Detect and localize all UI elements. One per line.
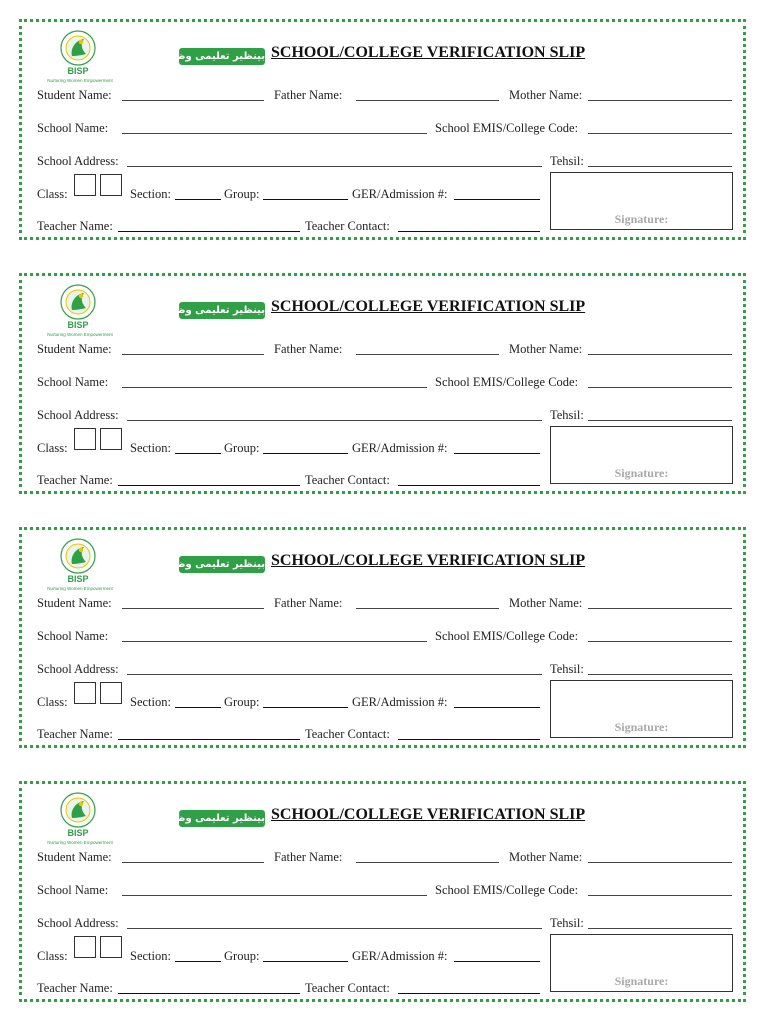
bisp-logo [42,28,114,84]
urdu-banner: بینظیر تعلیمی وظائف [179,556,265,573]
father-name-label: Father Name: [274,342,343,356]
section-field[interactable] [175,199,221,200]
urdu-banner: بینظیر تعلیمی وظائف [179,302,265,319]
school-emis-label: School EMIS/College Code: [435,883,579,897]
mother-name-field[interactable] [588,354,732,355]
mother-name-label: Mother Name: [509,342,583,356]
slip-title: SCHOOL/COLLEGE VERIFICATION SLIP [271,298,586,315]
school-name-label: School Name: [37,375,109,389]
school-name-field[interactable] [122,641,427,642]
student-name-field[interactable] [122,354,264,355]
ger-admission-label: GER/Admission #: [352,695,448,709]
logo-tagline: Nurturing Women Empowerment [47,78,113,83]
teacher-contact-label: Teacher Contact: [305,473,390,487]
bisp-emblem-icon [42,282,114,322]
student-name-label: Student Name: [37,596,112,610]
section-label: Section: [130,187,171,201]
school-name-label: School Name: [37,629,109,643]
signature-label: Signature: [614,466,669,480]
group-label: Group: [224,695,260,709]
signature-label: Signature: [614,212,669,226]
group-label: Group: [224,441,260,455]
school-emis-field[interactable] [588,641,732,642]
father-name-label: Father Name: [274,596,343,610]
student-name-label: Student Name: [37,342,112,356]
school-name-field[interactable] [122,133,427,134]
urdu-banner: بینظیر تعلیمی وظائف [179,48,265,65]
teacher-name-field[interactable] [118,485,300,486]
section-label: Section: [130,695,171,709]
class-label: Class: [37,695,68,709]
class-box-1[interactable] [74,682,96,704]
ger-admission-label: GER/Admission #: [352,187,448,201]
signature-box[interactable] [550,172,733,230]
ger-admission-field[interactable] [454,199,540,200]
slip-title: SCHOOL/COLLEGE VERIFICATION SLIP [271,806,586,823]
class-box-1[interactable] [74,428,96,450]
tehsil-field[interactable] [588,166,732,167]
logo-tagline: Nurturing Women Empowerment [47,586,113,591]
class-box-1[interactable] [74,174,96,196]
school-address-label: School Address: [37,916,119,930]
urdu-banner: بینظیر تعلیمی وظائف [179,810,265,827]
class-box-1[interactable] [74,936,96,958]
student-name-field[interactable] [122,608,264,609]
verification-slip [19,19,746,240]
logo-text: BISP [67,320,89,330]
class-box-2[interactable] [100,428,122,450]
signature-label: Signature: [614,720,669,734]
tehsil-field[interactable] [588,928,732,929]
student-name-label: Student Name: [37,88,112,102]
verification-slip [19,527,746,748]
teacher-contact-label: Teacher Contact: [305,727,390,741]
group-label: Group: [224,949,260,963]
verification-slip [19,781,746,1002]
tehsil-label: Tehsil: [550,662,584,676]
ger-admission-field[interactable] [454,707,540,708]
school-emis-field[interactable] [588,387,732,388]
school-address-label: School Address: [37,662,119,676]
school-address-label: School Address: [37,408,119,422]
ger-admission-label: GER/Admission #: [352,441,448,455]
bisp-emblem-icon [42,536,114,576]
tehsil-label: Tehsil: [550,154,584,168]
teacher-contact-label: Teacher Contact: [305,219,390,233]
logo-tagline: Nurturing Women Empowerment [47,840,113,845]
logo-tagline: Nurturing Women Empowerment [47,332,113,337]
mother-name-field[interactable] [588,100,732,101]
teacher-contact-field[interactable] [398,993,540,994]
mother-name-label: Mother Name: [509,850,583,864]
mother-name-field[interactable] [588,862,732,863]
tehsil-label: Tehsil: [550,916,584,930]
student-name-field[interactable] [122,862,264,863]
bisp-logo [42,536,114,592]
school-name-label: School Name: [37,883,109,897]
group-field[interactable] [263,453,348,454]
school-address-label: School Address: [37,154,119,168]
group-field[interactable] [263,707,348,708]
class-box-2[interactable] [100,936,122,958]
verification-slip [19,273,746,494]
school-emis-label: School EMIS/College Code: [435,629,579,643]
school-name-field[interactable] [122,895,427,896]
class-label: Class: [37,949,68,963]
school-emis-label: School EMIS/College Code: [435,375,579,389]
bisp-emblem-icon [42,28,114,68]
father-name-field[interactable] [356,100,499,101]
teacher-name-field[interactable] [118,739,300,740]
father-name-label: Father Name: [274,850,343,864]
section-field[interactable] [175,961,221,962]
class-box-2[interactable] [100,174,122,196]
logo-text: BISP [67,574,89,584]
class-label: Class: [37,187,68,201]
teacher-contact-field[interactable] [398,485,540,486]
signature-box[interactable] [550,426,733,484]
logo-text: BISP [67,828,89,838]
school-name-label: School Name: [37,121,109,135]
section-label: Section: [130,949,171,963]
school-address-field[interactable] [127,674,542,675]
section-field[interactable] [175,707,221,708]
group-field[interactable] [263,199,348,200]
teacher-name-label: Teacher Name: [37,727,113,741]
school-address-field[interactable] [127,928,542,929]
mother-name-label: Mother Name: [509,88,583,102]
school-address-field[interactable] [127,166,542,167]
signature-label: Signature: [614,974,669,988]
logo-text: BISP [67,66,89,76]
bisp-emblem-icon [42,790,114,830]
school-name-field[interactable] [122,387,427,388]
father-name-field[interactable] [356,354,499,355]
bisp-logo [42,790,114,846]
bisp-logo [42,282,114,338]
school-emis-label: School EMIS/College Code: [435,121,579,135]
student-name-field[interactable] [122,100,264,101]
student-name-label: Student Name: [37,850,112,864]
mother-name-field[interactable] [588,608,732,609]
teacher-name-field[interactable] [118,993,300,994]
father-name-label: Father Name: [274,88,343,102]
signature-box[interactable] [550,680,733,738]
teacher-contact-field[interactable] [398,739,540,740]
group-field[interactable] [263,961,348,962]
father-name-field[interactable] [356,608,499,609]
teacher-name-label: Teacher Name: [37,473,113,487]
signature-box[interactable] [550,934,733,992]
ger-admission-label: GER/Admission #: [352,949,448,963]
group-label: Group: [224,187,260,201]
teacher-name-field[interactable] [118,231,300,232]
tehsil-field[interactable] [588,420,732,421]
tehsil-label: Tehsil: [550,408,584,422]
father-name-field[interactable] [356,862,499,863]
tehsil-field[interactable] [588,674,732,675]
section-field[interactable] [175,453,221,454]
mother-name-label: Mother Name: [509,596,583,610]
school-address-field[interactable] [127,420,542,421]
slip-title: SCHOOL/COLLEGE VERIFICATION SLIP [271,552,586,569]
ger-admission-field[interactable] [454,453,540,454]
slip-title: SCHOOL/COLLEGE VERIFICATION SLIP [271,44,586,61]
ger-admission-field[interactable] [454,961,540,962]
class-label: Class: [37,441,68,455]
teacher-name-label: Teacher Name: [37,981,113,995]
teacher-name-label: Teacher Name: [37,219,113,233]
school-emis-field[interactable] [588,895,732,896]
section-label: Section: [130,441,171,455]
school-emis-field[interactable] [588,133,732,134]
teacher-contact-field[interactable] [398,231,540,232]
class-box-2[interactable] [100,682,122,704]
teacher-contact-label: Teacher Contact: [305,981,390,995]
